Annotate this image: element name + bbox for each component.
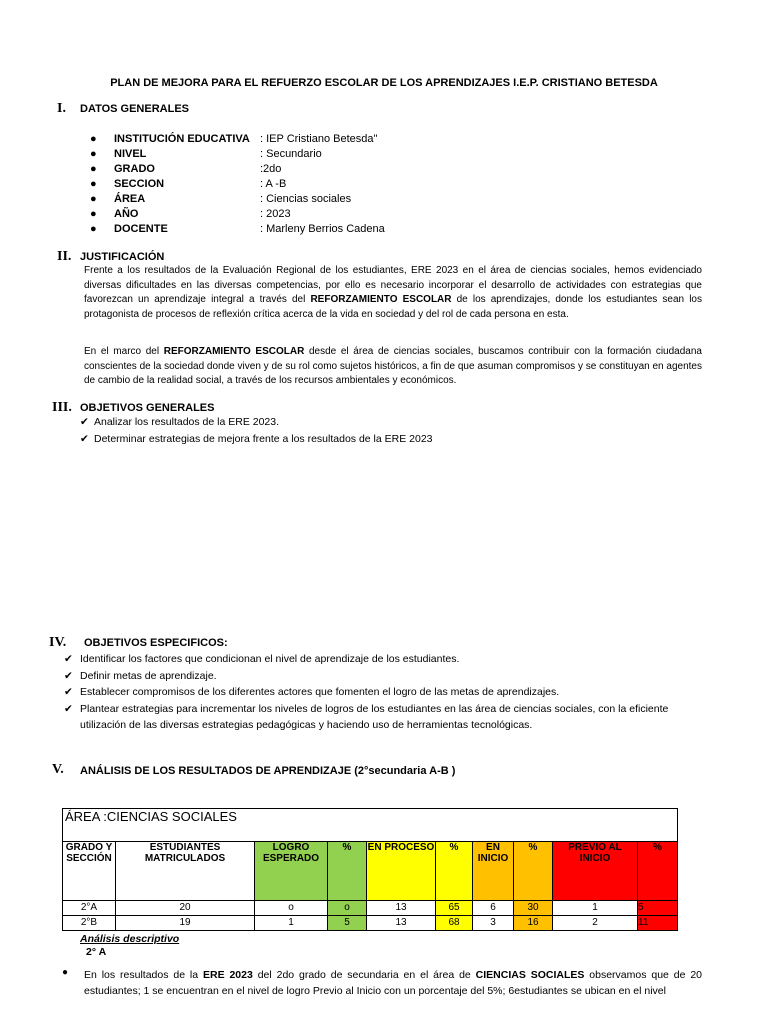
bullet-icon: ● (90, 178, 97, 190)
list-item: ✔ Determinar estrategias de mejora frente a los resultados de la ERE 2023 (80, 431, 433, 448)
check-icon: ✔ (64, 686, 73, 698)
check-icon: ✔ (64, 653, 73, 665)
bullet-icon: ● (90, 148, 97, 160)
check-icon: ✔ (64, 702, 73, 715)
section-2-title: JUSTIFICACIÓN (80, 251, 165, 263)
general-data-list (90, 132, 385, 237)
list-item: ✔ Analizar los resultados de la ERE 2023. (80, 414, 433, 431)
column-header: % (514, 842, 553, 901)
general-data-row: ● GRADO :2do (90, 163, 282, 175)
column-header: % (436, 842, 473, 901)
general-data-row: ● DOCENTE : Marleny Berrios Cadena (90, 223, 385, 235)
bullet-icon: ● (90, 193, 97, 205)
column-header: PREVIO AL INICIO (553, 842, 638, 901)
column-header: EN PROCESO (367, 842, 436, 901)
section-1-number: I. (57, 101, 66, 116)
list-item: ✔ Plantear estrategias para incrementar los niveles de logros de los estudiantes en las área de ciencias sociales, con la eficiente utilización de las diversas estrategias pedagógicas y haciendo uso de herramientas tecnológicas. (64, 701, 704, 734)
analysis-title: Análisis descriptivo (80, 933, 180, 945)
specific-objectives-list (64, 651, 704, 734)
column-header: % (638, 842, 678, 901)
general-data-row: ● SECCION : A -B (90, 178, 287, 190)
table-row: 2°B 19 1 5 13 68 3 16 2 11 (63, 916, 678, 931)
section-3-title: OBJETIVOS GENERALES (80, 402, 215, 414)
general-data-row: ● NIVEL : Secundario (90, 148, 322, 160)
section-5-number: V. (52, 762, 64, 777)
bullet-icon: ● (90, 133, 97, 145)
list-item: ✔ Establecer compromisos de los diferentes actores que fomenten el logro de las metas de aprendizajes. (64, 684, 704, 701)
section-3-number: III. (52, 400, 72, 415)
bullet-icon: ● (62, 967, 69, 978)
table-header-row (63, 842, 678, 901)
general-data-row: ● AÑO : 2023 (90, 208, 291, 220)
results-table (62, 808, 678, 931)
table-area-row (63, 809, 678, 842)
section-5-title: ANÁLISIS DE LOS RESULTADOS DE APRENDIZAJE (2°secundaria A-B ) (80, 765, 456, 777)
section-1-title: DATOS GENERALES (80, 103, 189, 115)
section-2-number: II. (57, 249, 72, 264)
column-header: ESTUDIANTES MATRICULADOS (116, 842, 255, 901)
column-header: % (328, 842, 367, 901)
column-header: EN INICIO (473, 842, 514, 901)
list-item: ✔ Definir metas de aprendizaje. (64, 668, 704, 685)
general-data-row: ● ÁREA : Ciencias sociales (90, 193, 352, 205)
section-4-number: IV. (49, 635, 67, 650)
column-header: LOGRO ESPERADO (255, 842, 328, 901)
section-4-title: OBJETIVOS ESPECIFICOS: (84, 637, 228, 649)
bullet-icon: ● (90, 208, 97, 220)
table-row: 2°A 20 o o 13 65 6 30 1 5 (63, 901, 678, 916)
table-area-title: ÁREA :CIENCIAS SOCIALES (63, 809, 678, 842)
document-title: PLAN DE MEJORA PARA EL REFUERZO ESCOLAR DE LOS APRENDIZAJES I.E.P. CRISTIANO BETESDA (110, 77, 658, 89)
general-data-row: ● INSTITUCIÓN EDUCATIVA : IEP Cristiano Betesda" (90, 133, 378, 145)
general-objectives-list (80, 414, 433, 447)
column-header: GRADO Y SECCIÓN (63, 842, 116, 901)
bullet-icon: ● (90, 223, 97, 235)
justification-paragraph-1: Frente a los resultados de la Evaluación Regional de los estudiantes, ERE 2023 en el área de ciencias sociales, hemos evidenciado diversas dificultades en las diversas competencias, por ello es necesario incorporar el desarrollo de actividades con estrategias que favorezcan un aprendizaje integral a través del REFORZAMIENTO ESCOLAR de los aprendizajes, donde los estudiantes sean los protagonista de procesos de reflexión crítica acerca de la vida en sociedad y del rol de cada persona en esta. (84, 265, 702, 320)
analysis-paragraph: En los resultados de la ERE 2023 del 2do grado de secundaria en el área de CIENCIAS SOCIALES observamos que de 20 estudiantes; 1 se encuentran en el nivel de logro Previo al Inicio con un porcentaje del 5%; 6estudiantes se ubican en el nivel (84, 969, 702, 997)
justification-paragraph-2: En el marco del REFORZAMIENTO ESCOLAR desde el área de ciencias sociales, buscamos contribuir con la formación ciudadana conscientes de la sociedad donde viven y de su rol como sujetos históricos, a fin de que asuman compromisos y se constituyan en agentes de cambio de la realidad social, a través de los recursos ambientales y económicos. (84, 346, 702, 386)
check-icon: ✔ (64, 669, 73, 682)
check-icon: ✔ (80, 416, 89, 428)
bullet-icon: ● (90, 163, 97, 175)
list-item: ✔ Identificar los factores que condicionan el nivel de aprendizaje de los estudiantes. (64, 651, 704, 668)
check-icon: ✔ (80, 432, 89, 445)
analysis-subtitle: 2° A (86, 946, 107, 958)
